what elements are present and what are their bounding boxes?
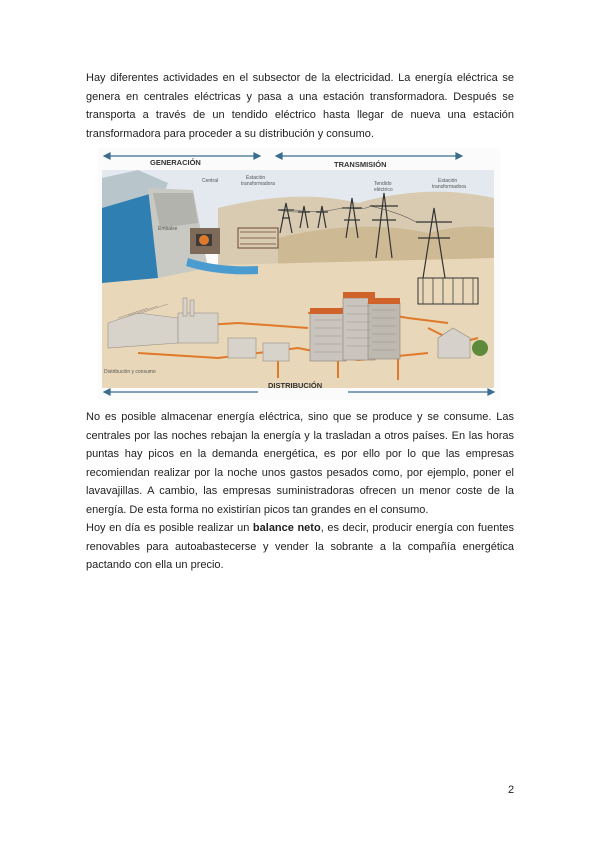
paragraph-storage: No es posible almacenar energía eléctrica, sino que se produce y se consume. Las centrales por las noches rebajan la energía y la trasladan a otros países. En las horas puntas hay picos en la demanda energética, es por ello por lo que las empresas recomiendan realizar por la noche unos gastos pesados como, por ejemplo, poner el lavavajillas. A cambio, las empresas suministradoras ofrecen un menor coste de la energía. De esta forma no existirían picos tan grandes en el consumo. <box>86 411 514 516</box>
transmision-label: TRANSMISIÓN <box>334 160 387 169</box>
distribucion-consumo-label: Distribución y consumo <box>104 369 156 375</box>
tendido-label-line1: Tendido <box>374 181 392 187</box>
paragraph-net-balance <box>86 519 514 575</box>
embalse-label: Embalse <box>158 226 178 232</box>
p3-text-before: Hoy en día es posible realizar un <box>86 522 253 534</box>
p3-text-after: , es decir, producir energía con fuentes renovables para autoabastecerse y vender la sobrante a la compañía energética pactando con ella un precio. <box>86 522 514 571</box>
estacion2-label-line2: transformadora <box>432 184 466 190</box>
distribucion-label: DISTRIBUCIÓN <box>268 381 323 390</box>
central-label: Central <box>202 178 219 184</box>
estacion2-label-line1: Estación <box>438 178 458 184</box>
tendido-label-line2: eléctrico <box>374 187 393 193</box>
paragraph-intro: Hay diferentes actividades en el subsector de la electricidad. La energía eléctrica se genera en centrales eléctricas y pasa a una estación transformadora. Después se transporta a través de un tendido eléctrico hasta llegar de nueva una estación transformadora para proceder a su distribución y consumo. <box>86 72 514 140</box>
estacion1-label-line2: transformadora <box>241 181 275 187</box>
balance-neto-term: balance neto <box>252 522 321 534</box>
generacion-label: GENERACIÓN <box>150 158 201 167</box>
estacion1-label-line1: Estación <box>246 175 266 181</box>
electricity-system-illustration <box>98 148 500 400</box>
page-number: 2 <box>508 784 515 796</box>
